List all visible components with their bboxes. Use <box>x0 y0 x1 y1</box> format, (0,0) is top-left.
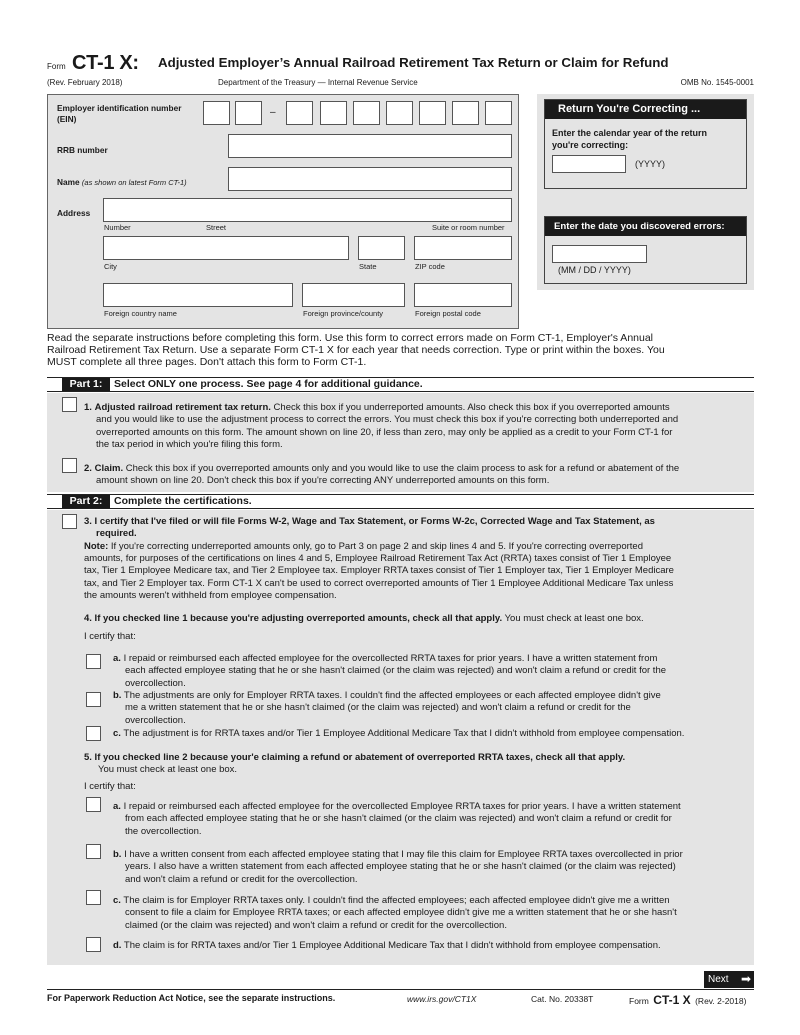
year-input[interactable] <box>552 155 626 173</box>
footer-url: www.irs.gov/CT1X <box>407 994 477 1004</box>
ein-dash: – <box>270 107 276 118</box>
line4b-text: b. The adjustments are only for Employer RRTA taxes. I couldn't find the affected employees or each affected employee didn't give me a written statement that he or she hasn't claimed (or the claim was rejected) and won't claim a refund or credit for the overcollection. <box>113 690 661 726</box>
date-format: (MM / DD / YYYY) <box>558 265 631 275</box>
ein-digit-6[interactable] <box>386 101 413 125</box>
line2-text: 2. Claim. Check this box if you overreported amounts only and you would like to use the claim process to ask for a refund or abatement of the amount shown on line 20. Don't check this box if you're correcting ANY underreported amounts on this form. <box>84 463 680 487</box>
form-number: CT-1 X: <box>72 52 139 74</box>
foreign-country-field[interactable] <box>103 283 293 307</box>
date-discovered-input[interactable] <box>552 245 647 263</box>
revision-date: (Rev. February 2018) <box>47 78 123 87</box>
line4-heading: 4. If you checked line 1 because you're adjusting overreported amounts, check all that apply. You must check at least one box. <box>84 613 644 624</box>
line5a-checkbox[interactable] <box>86 797 101 812</box>
ein-digit-7[interactable] <box>419 101 446 125</box>
ein-digit-2[interactable] <box>235 101 262 125</box>
footer <box>47 989 754 1005</box>
year-prompt-1: Enter the calendar year of the return <box>552 128 708 138</box>
line4a-checkbox[interactable] <box>86 654 101 669</box>
part1-tag: Part 1: <box>62 378 110 391</box>
department: Department of the Treasury — Internal Revenue Service <box>218 78 418 87</box>
line3-checkbox[interactable] <box>62 514 77 529</box>
next-button[interactable] <box>704 971 754 988</box>
ein-digit-3[interactable] <box>286 101 313 125</box>
footer-notice: For Paperwork Reduction Act Notice, see the separate instructions. <box>47 993 336 1003</box>
line5-heading: 5. If you checked line 2 because your'e claiming a refund or abatement of overreported RRTA taxes, check all that apply. You must check at least one box. <box>84 752 626 776</box>
sub-label-postal: Foreign postal code <box>415 309 481 318</box>
line4a-text: a. I repaid or reimbursed each affected employee for the overcollected RRTA taxes for prior years. I have a written statement from each affected employee stating that he or she hasn't claimed (or the claim was rejected) and won't claim a refund or credit for the overcollection. <box>113 653 667 689</box>
part2-header <box>47 494 754 509</box>
intro-line-1: Read the separate instructions before completing this form. Use this form to correct errors made on Form CT-1, Employer's Annual <box>47 332 654 344</box>
line5d-checkbox[interactable] <box>86 937 101 952</box>
return-correcting-panel <box>544 99 747 189</box>
sub-label-zip: ZIP code <box>415 262 445 271</box>
name-label: Name (as shown on latest Form CT-1) <box>57 177 187 187</box>
omb-number: OMB No. 1545-0001 <box>680 78 754 87</box>
name-field[interactable] <box>228 167 512 191</box>
line4c-checkbox[interactable] <box>86 726 101 741</box>
year-prompt-2: you're correcting: <box>552 140 629 150</box>
return-correcting-title: Return You're Correcting ... <box>545 100 746 119</box>
foreign-province-field[interactable] <box>302 283 405 307</box>
sub-label-state: State <box>359 262 377 271</box>
part1-header <box>47 377 754 392</box>
year-format: (YYYY) <box>635 159 666 169</box>
line5a-text: a. I repaid or reimbursed each affected employee for the overcollected Employee RRTA taxes for prior years. I have a written statement from each affected employee stating that he or she hasn't claimed (or the claim was rejected) and won't claim a refund or credit for the overcollection. <box>113 801 681 837</box>
line3-note: amounts, for purposes of the certifications on lines 4 and 5, Employee Railroad Retirement Tax Act (RRTA) taxes consist of Tier 1 Employee tax, Tier 1 Employee Medicare tax, and Tier 2 Employee tax. Employer RRTA taxes consist of Tier 1 Employer tax, Tier 1 Employer Medicare tax, and Tier 2 Employer tax. Form CT-1 X can't be used to correct overreported amounts of Tier 1 Employee Additional Medicare Tax unless the amounts weren't withheld from employee compensation. <box>84 553 674 602</box>
ein-label-abbrev: (EIN) <box>57 114 77 124</box>
ein-digit-5[interactable] <box>353 101 380 125</box>
sub-label-number: Number <box>104 223 131 232</box>
ein-digit-8[interactable] <box>452 101 479 125</box>
sub-label-suite: Suite or room number <box>432 223 505 232</box>
date-discovered-title: Enter the date you discovered errors: <box>545 217 746 236</box>
line5c-checkbox[interactable] <box>86 890 101 905</box>
intro-line-3: MUST complete all three pages. Don't attach this form to Form CT-1. <box>47 356 367 369</box>
foreign-postal-field[interactable] <box>414 283 512 307</box>
state-field[interactable] <box>358 236 405 260</box>
intro-line-2: Railroad Retirement Tax Return. Use a separate Form CT-1 X for each year that needs correction. Type or print within the boxes. You <box>47 344 665 357</box>
line3-text: 3. I certify that I've filed or will file Forms W-2, Wage and Tax Statement, or Forms W-2c, Corrected Wage and Tax Statement, as required. Note: If you're correcting underreported amounts only, go to Part 3 on page 2 and skip lines 4 and 5. If you're correcting overreported <box>84 516 655 552</box>
sub-label-country: Foreign country name <box>104 309 177 318</box>
line5d-text: d. The claim is for RRTA taxes and/or Tier 1 Employee Additional Medicare Tax that I didn't withhold from employee compensation. <box>113 940 661 951</box>
line1-checkbox[interactable] <box>62 397 77 412</box>
form-title: Adjusted Employer’s Annual Railroad Retirement Tax Return or Claim for Refund <box>158 55 669 70</box>
line1-text: 1. Adjusted railroad retirement tax return. Check this box if you underreported amounts. Also check this box if you overreported amounts and you would like to use the adjustment process to correct the errors. You must check this box if you're correcting both underreported and overreported amounts on this form. The amount shown on line 20, if less than zero, may only be applied as a credit to your Form CT-1 for the tax period in which you're filing this form. <box>84 402 679 451</box>
zip-field[interactable] <box>414 236 512 260</box>
address-label: Address <box>57 208 91 218</box>
line5b-checkbox[interactable] <box>86 844 101 859</box>
address-street-field[interactable] <box>103 198 512 222</box>
ein-digit-9[interactable] <box>485 101 512 125</box>
ein-label: Employer identification number <box>57 103 182 113</box>
form-header <box>47 52 754 92</box>
footer-form-id: Form CT-1 X (Rev. 2-2018) <box>629 993 747 1007</box>
part1-title: Select ONLY one process. See page 4 for additional guidance. <box>114 378 423 390</box>
next-label: Next <box>708 974 729 985</box>
line2-checkbox[interactable] <box>62 458 77 473</box>
line5c-text: c. The claim is for Employer RRTA taxes only. I couldn't find the affected employees; each affected employee didn't give me a written consent to file a claim for Employee RRTA taxes; or each affected employee didn't give me a written statement that he or she hasn't claimed (or the claim was rejected) and won't claim a refund or credit for the overcollection. <box>113 895 677 931</box>
sub-label-province: Foreign province/county <box>303 309 384 318</box>
line4c-text: c. The adjustment is for RRTA taxes and/or Tier 1 Employee Additional Medicare Tax that I didn't withhold from employee compensation. <box>113 728 685 739</box>
arrow-right-icon: ➡ <box>740 972 751 986</box>
part2-title: Complete the certifications. <box>114 495 252 507</box>
part2-tag: Part 2: <box>62 495 110 508</box>
sub-label-city: City <box>104 262 117 271</box>
city-field[interactable] <box>103 236 349 260</box>
footer-cat-number: Cat. No. 20338T <box>531 994 594 1004</box>
ein-digit-1[interactable] <box>203 101 230 125</box>
rrb-label: RRB number <box>57 145 108 155</box>
line5b-text: b. I have a written consent from each affected employee stating that I may file this claim for Employee RRTA taxes overcollected in prior years. I also have a written statement from each affected employee stating that he or she hasn't claimed (or the claim was rejected) and won't claim a refund or credit for the overcollection. <box>113 849 683 885</box>
sub-label-street: Street <box>206 223 227 232</box>
employer-info-panel <box>47 94 519 329</box>
line4-certify: I certify that: <box>84 631 136 642</box>
line4b-checkbox[interactable] <box>86 692 101 707</box>
rrb-number-field[interactable] <box>228 134 512 158</box>
line5-certify: I certify that: <box>84 781 136 792</box>
form-word: Form <box>47 62 66 71</box>
intro-text <box>47 332 757 369</box>
ein-digit-4[interactable] <box>320 101 347 125</box>
date-discovered-panel <box>544 216 747 284</box>
